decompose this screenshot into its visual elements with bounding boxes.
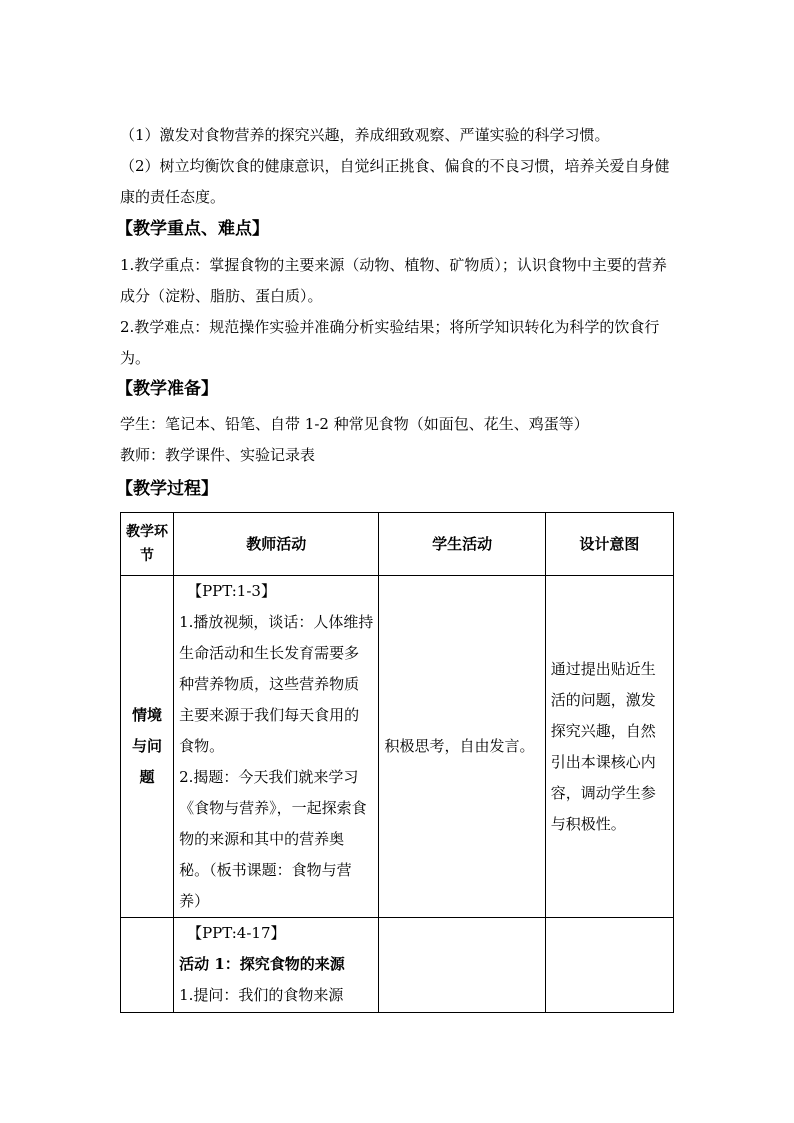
table-row [121,918,674,1013]
student-activity-cell-empty [379,918,545,1013]
teacher-activity-cell [174,576,379,918]
header-stage: 教学环节 [121,513,174,576]
header-student: 学生活动 [379,513,545,576]
goal-paragraph-1: （1）激发对食物营养的探究兴趣，养成细致观察、严谨实验的科学习惯。 [120,126,610,144]
design-intent-cell-empty [545,918,673,1013]
teacher-step-1: 1.播放视频，谈话：人体维持生命活动和生长发育需要多种营养物质，这些营养物质主要来源于我们每天食用的食物。 [179,613,374,755]
ppt-ref: 【PPT:4-17】 [187,924,286,942]
table-header-row [121,513,674,576]
design-intent-cell: 通过提出贴近生活的问题，激发探究兴趣，自然引出本课核心内容，调动学生参与积极性。 [545,576,673,918]
focus-paragraph-2: 2.教学难点：规范操作实验并准确分析实验结果；将所学知识转化为科学的饮食行为。 [120,318,660,367]
process-table [120,512,674,1013]
header-teacher: 教师活动 [174,513,379,576]
goal-paragraph-2: （2）树立均衡饮食的健康意识，自觉纠正挑食、偏食的不良习惯，培养关爱自身健康的责任态度。 [120,157,670,206]
prep-teacher: 教师：教学课件、实验记录表 [120,446,316,464]
teacher-step-1: 1.提问：我们的食物来源 [179,986,344,1004]
stage-cell-empty [121,918,174,1013]
section-heading-process: 【教学过程】 [116,479,218,499]
table-row [121,576,674,918]
prep-student: 学生：笔记本、铅笔、自带 1-2 种常见食物（如面包、花生、鸡蛋等） [120,415,589,433]
section-heading-focus: 【教学重点、难点】 [116,219,269,239]
activity-title: 活动 1：探究食物的来源 [179,955,345,973]
ppt-ref: 【PPT:1-3】 [187,582,276,600]
focus-paragraph-1: 1.教学重点：掌握食物的主要来源（动物、植物、矿物质）；认识食物中主要的营养成分（淀粉、脂肪、蛋白质）。 [120,256,667,305]
teacher-activity-cell [174,918,379,1013]
header-intent: 设计意图 [545,513,673,576]
teacher-step-2: 2.揭题：今天我们就来学习《食物与营养》，一起探索食物的来源和其中的营养奥秘。（板书课题：食物与营养） [179,768,367,910]
stage-cell: 情境与问题 [121,576,174,918]
section-heading-prep: 【教学准备】 [116,379,218,399]
student-activity-cell: 积极思考，自由发言。 [379,576,545,918]
